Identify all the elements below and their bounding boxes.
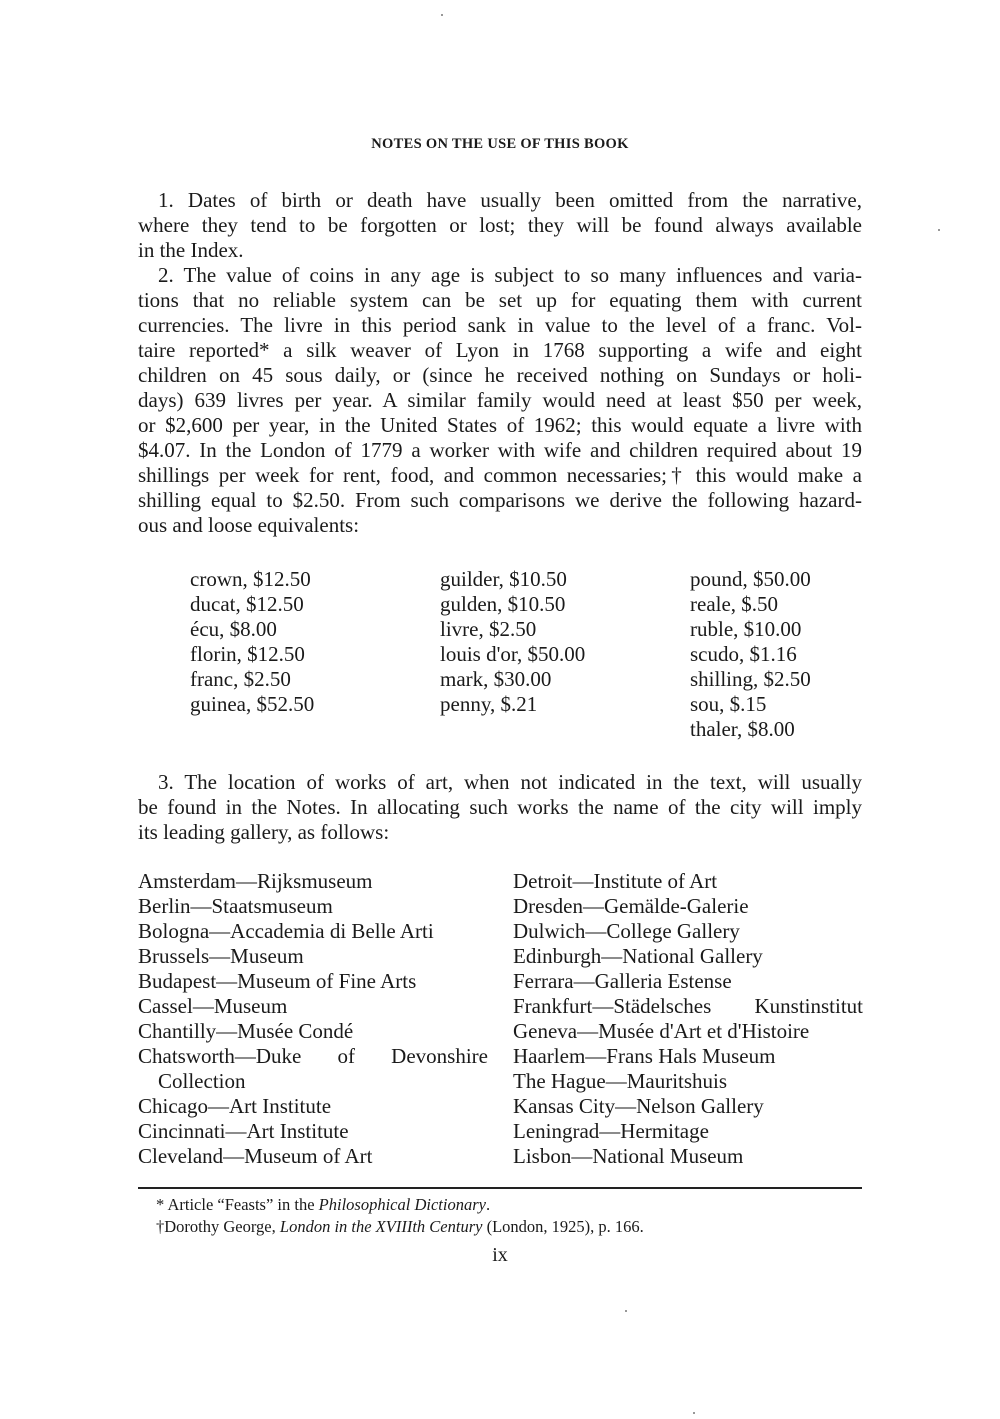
text-line: or $2,600 per year, in the United States of 1962; this would equate a livre with bbox=[138, 413, 862, 437]
gallery-entry: Kansas City—Nelson Gallery bbox=[513, 1094, 764, 1118]
gallery-entry: Edinburgh—National Gallery bbox=[513, 944, 763, 968]
text-line: where they tend to be forgotten or lost; they will be found always available bbox=[138, 213, 862, 237]
currency-column-3 bbox=[690, 567, 811, 742]
text-line: tions that no reliable system can be set up for equating them with current bbox=[138, 288, 862, 312]
gallery-entry: Bologna—Accademia di Belle Arti bbox=[138, 919, 434, 943]
footnote-rule bbox=[138, 1187, 862, 1189]
text-line: 2. The value of coins in any age is subject to so many influences and varia- bbox=[158, 263, 862, 287]
gallery-entry: Dulwich—College Gallery bbox=[513, 919, 740, 943]
gallery-entry: Collection bbox=[158, 1069, 246, 1093]
text-line: ous and loose equivalents: bbox=[138, 513, 360, 537]
gallery-list-left bbox=[138, 869, 488, 1169]
paragraph-1 bbox=[138, 188, 862, 263]
gallery-entry: Ferrara—Galleria Estense bbox=[513, 969, 732, 993]
text-line: children on 45 sous daily, or (since he received nothing on Sundays or holi- bbox=[138, 363, 862, 387]
currency-entry: livre, $2.50 bbox=[440, 617, 537, 641]
text-line: shilling equal to $2.50. From such comparisons we derive the following hazard- bbox=[138, 488, 862, 512]
currency-entry: louis d'or, $50.00 bbox=[440, 642, 586, 666]
currency-column-1 bbox=[190, 567, 314, 717]
paragraph-3 bbox=[138, 770, 862, 845]
scan-speck bbox=[938, 229, 940, 231]
gallery-entry: Berlin—Staatsmuseum bbox=[138, 894, 333, 918]
gallery-entry: Leningrad—Hermitage bbox=[513, 1119, 709, 1143]
text-line: be found in the Notes. In allocating such works the name of the city will imply bbox=[138, 795, 862, 819]
footnote-title: Philosophical Dictionary bbox=[318, 1195, 486, 1214]
currency-entry: scudo, $1.16 bbox=[690, 642, 797, 666]
currency-entry: guinea, $52.50 bbox=[190, 692, 315, 716]
gallery-entry: Detroit—Institute of Art bbox=[513, 869, 718, 893]
currency-entry: shilling, $2.50 bbox=[690, 667, 811, 691]
currency-entry: reale, $.50 bbox=[690, 592, 779, 616]
dagger-mark: † bbox=[156, 1217, 165, 1236]
gallery-entry: Cleveland—Museum of Art bbox=[138, 1144, 373, 1168]
text-line: $4.07. In the London of 1779 a worker with wife and children required about 19 bbox=[138, 438, 862, 462]
text-line: days) 639 livres per year. A similar family would need at least $50 per week, bbox=[138, 388, 862, 412]
text-line: 3. The location of works of art, when not indicated in the text, will usually bbox=[158, 770, 862, 794]
currency-entry: penny, $.21 bbox=[440, 692, 538, 716]
currency-entry: guilder, $10.50 bbox=[440, 567, 567, 591]
gallery-entry: Brussels—Museum bbox=[138, 944, 304, 968]
currency-entry: mark, $30.00 bbox=[440, 667, 552, 691]
text-line: taire reported* a silk weaver of Lyon in 1768 supporting a wife and eight bbox=[138, 338, 862, 362]
currency-entry: pound, $50.00 bbox=[690, 567, 811, 591]
currency-entry: franc, $2.50 bbox=[190, 667, 291, 691]
footnote-text: (London, 1925), p. 166. bbox=[482, 1217, 644, 1236]
gallery-entry: Budapest—Museum of Fine Arts bbox=[138, 969, 417, 993]
gallery-entry: Geneva—Musée d'Art et d'Histoire bbox=[513, 1019, 810, 1043]
gallery-entry: Haarlem—Frans Hals Museum bbox=[513, 1044, 776, 1068]
scan-speck bbox=[693, 1412, 695, 1414]
gallery-entry: Cincinnati—Art Institute bbox=[138, 1119, 349, 1143]
page-number: ix bbox=[492, 1244, 508, 1266]
paragraph-2 bbox=[138, 263, 862, 538]
text-line: its leading gallery, as follows: bbox=[138, 820, 390, 844]
asterisk-mark: * bbox=[156, 1195, 165, 1214]
footnote-text: Dorothy George, bbox=[164, 1217, 280, 1236]
currency-entry: sou, $.15 bbox=[690, 692, 767, 716]
footnote-text: Article “Feasts” in the bbox=[167, 1195, 319, 1214]
currency-entry: florin, $12.50 bbox=[190, 642, 305, 666]
gallery-entry: Dresden—Gemälde-Galerie bbox=[513, 894, 749, 918]
text-line: 1. Dates of birth or death have usually been omitted from the narrative, bbox=[158, 188, 862, 212]
gallery-list-right bbox=[513, 869, 863, 1169]
gallery-entry: Cassel—Museum bbox=[138, 994, 288, 1018]
currency-entry: gulden, $10.50 bbox=[440, 592, 566, 616]
footnote-2 bbox=[156, 1217, 644, 1237]
text-line: in the Index. bbox=[138, 238, 244, 262]
currency-entry: ruble, $10.00 bbox=[690, 617, 802, 641]
currency-column-2 bbox=[440, 567, 585, 717]
footnote-text: . bbox=[485, 1195, 491, 1214]
gallery-entry: Lisbon—National Museum bbox=[513, 1144, 744, 1168]
gallery-entry: Amsterdam—Rijksmuseum bbox=[138, 869, 373, 893]
gallery-entry: The Hague—Mauritshuis bbox=[513, 1069, 728, 1093]
currency-entry: crown, $12.50 bbox=[190, 567, 311, 591]
running-header: NOTES ON THE USE OF THIS BOOK bbox=[371, 136, 629, 152]
footnote-title: London in the XVIIIth Century bbox=[279, 1217, 483, 1236]
footnote-1 bbox=[156, 1195, 490, 1215]
scan-speck bbox=[625, 1310, 627, 1312]
gallery-entry: Frankfurt—Städelsches Kunstinstitut bbox=[513, 994, 863, 1018]
currency-entry: ducat, $12.50 bbox=[190, 592, 304, 616]
currency-entry: thaler, $8.00 bbox=[690, 717, 795, 741]
gallery-entry: Chantilly—Musée Condé bbox=[138, 1019, 354, 1043]
gallery-entry: Chicago—Art Institute bbox=[138, 1094, 332, 1118]
scan-speck bbox=[441, 14, 443, 16]
gallery-entry: Chatsworth—Duke of Devonshire bbox=[138, 1044, 488, 1068]
text-line: shillings per week for rent, food, and common necessaries;† this would make a bbox=[138, 463, 862, 487]
currency-entry: écu, $8.00 bbox=[190, 617, 277, 641]
text-line: currencies. The livre in this period sank in value to the level of a franc. Vol- bbox=[138, 313, 862, 337]
